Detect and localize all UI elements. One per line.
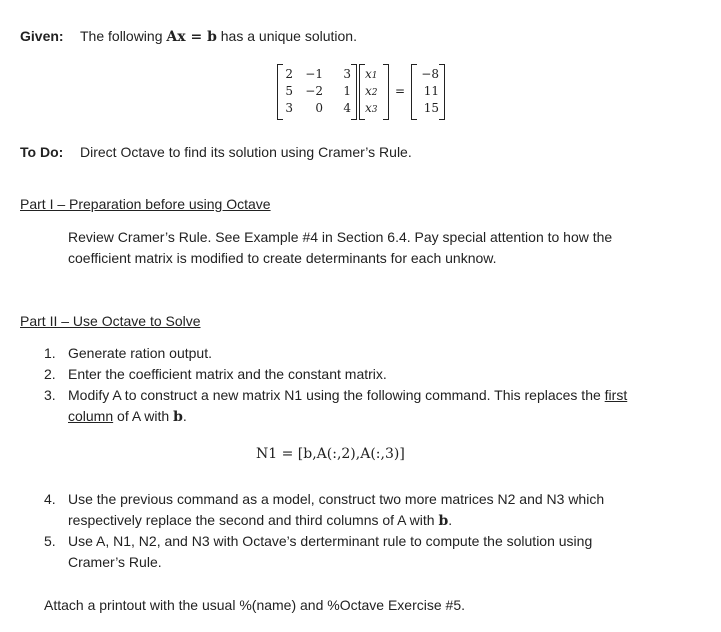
list-item-text: Enter the coefficient matrix and the constant matrix. (68, 366, 387, 382)
matrix-a-cell: 1 (343, 84, 351, 98)
given-equation: Ax = b (166, 29, 217, 45)
todo-label: To Do: (20, 144, 64, 160)
vector-b (411, 64, 445, 120)
vector-x-cell: x2 (365, 84, 378, 98)
given-text-before: The following (80, 28, 167, 44)
vector-b-cell: −8 (421, 67, 439, 81)
matrix-a-cell: 2 (285, 67, 293, 81)
list-item (44, 531, 644, 573)
list-item-text: Use A, N1, N2, and N3 with Octave’s derterminant rule to compute the solution using Cramer’s Rule. (68, 533, 593, 570)
matrix-a-right-bracket (351, 64, 357, 120)
vector-x (359, 64, 389, 120)
list-item (44, 364, 644, 385)
list-item-number: 5. (44, 533, 56, 549)
list-item-number: 3. (44, 387, 56, 403)
given-label: Given: (20, 28, 64, 44)
list-item (44, 343, 644, 364)
list-item-number: 2. (44, 366, 56, 382)
vector-b-cell: 11 (423, 84, 439, 98)
list-item (44, 385, 644, 427)
matrix-a-cell: −1 (305, 67, 323, 81)
matrix-equation (277, 64, 457, 122)
given-text-after: has a unique solution. (216, 28, 357, 44)
vector-x-right-bracket (383, 64, 389, 120)
matrix-a (277, 64, 357, 120)
list-item-text: Modify A to construct a new matrix N1 using the following command. This replaces the first column of A with b. (68, 387, 628, 425)
matrix-a-cell: 4 (343, 101, 351, 115)
part2-heading: Part II – Use Octave to Solve (20, 313, 201, 329)
first-column-link: first column (68, 387, 628, 424)
given-text (80, 28, 357, 45)
part1-heading: Part I – Preparation before using Octave (20, 196, 271, 212)
list-item-text: Generate ration output. (68, 345, 212, 361)
matrix-a-cell: 3 (285, 101, 293, 115)
matrix-a-cell: −2 (305, 84, 323, 98)
vector-x-cell: x1 (365, 67, 378, 81)
octave-command: N1 = [b,A(:,2),A(:,3)] (256, 446, 405, 462)
list-item-text: Use the previous command as a model, construct two more matrices N2 and N3 which respectively replace the second and third columns of A with b. (68, 491, 605, 529)
vector-b-cell: 15 (423, 101, 439, 115)
todo-text: Direct Octave to find its solution using Cramer’s Rule. (80, 144, 412, 160)
list-item-number: 4. (44, 491, 56, 507)
matrix-a-cell: 5 (285, 84, 293, 98)
list-item (44, 489, 644, 531)
equals-sign: = (394, 84, 406, 98)
part1-body: Review Cramer’s Rule. See Example #4 in Section 6.4. Pay special attention to how the coefficient matrix is modified to create determinants for each unknow. (68, 229, 613, 266)
matrix-a-cell: 0 (315, 101, 323, 115)
vector-b-right-bracket (439, 64, 445, 120)
list-item-number: 1. (44, 345, 56, 361)
matrix-a-cell: 3 (343, 67, 351, 81)
footer-instruction: Attach a printout with the usual %(name) and %Octave Exercise #5. (44, 597, 465, 613)
vector-x-cell: x3 (365, 101, 378, 115)
